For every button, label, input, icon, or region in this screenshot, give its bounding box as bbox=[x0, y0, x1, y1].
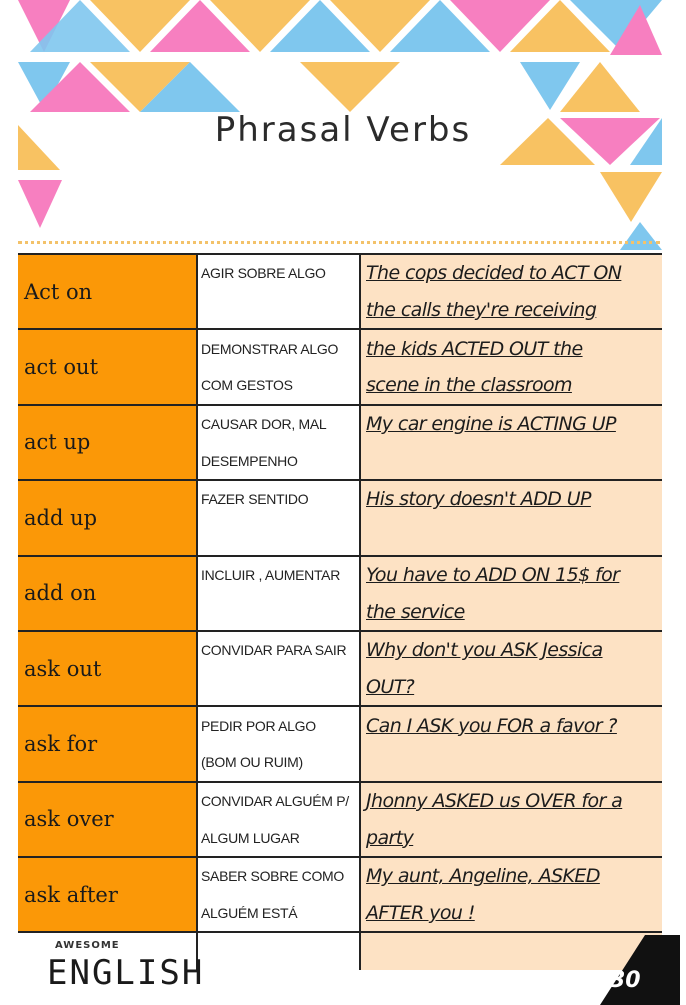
dotted-divider bbox=[18, 241, 660, 244]
translation-cell bbox=[197, 329, 360, 367]
translation-line-1: AGIR SOBRE ALGO bbox=[201, 265, 326, 282]
translation-cell bbox=[197, 254, 360, 292]
decor-triangle bbox=[600, 172, 662, 222]
translation-line-2: ALGUM LUGAR bbox=[201, 829, 300, 846]
table-row bbox=[18, 556, 662, 594]
example-line-1: Why don't you ASK Jessica bbox=[366, 639, 603, 662]
translation-line-1: PEDIR POR ALGO bbox=[201, 717, 316, 734]
translation-line-1: DEMONSTRAR ALGO bbox=[201, 340, 339, 357]
brand-label-top: AWESOME bbox=[55, 940, 120, 951]
translation-line-2: COM GESTOS bbox=[201, 377, 293, 394]
translation-cell bbox=[197, 480, 360, 518]
example-cell bbox=[360, 669, 662, 707]
example-cell bbox=[360, 706, 662, 744]
example-cell bbox=[360, 744, 662, 782]
example-line-1: Can I ASK you FOR a favor ? bbox=[366, 714, 617, 737]
translation-cell bbox=[197, 556, 360, 594]
table-row bbox=[18, 782, 662, 820]
example-line-1: My aunt, Angeline, ASKED bbox=[366, 865, 600, 888]
verb-cell bbox=[18, 556, 197, 631]
translation-cell bbox=[197, 857, 360, 895]
verb-text: add on bbox=[24, 581, 97, 606]
verb-cell bbox=[18, 782, 197, 857]
example-line-2: the service bbox=[366, 600, 465, 623]
verb-text: ask over bbox=[24, 807, 114, 832]
translation-cell bbox=[197, 782, 360, 820]
example-line-1: the kids ACTED OUT the bbox=[366, 337, 583, 360]
page-number: 30 bbox=[610, 968, 641, 993]
translation-cell bbox=[197, 442, 360, 480]
example-line-1: His story doesn't ADD UP bbox=[366, 488, 591, 511]
example-line-1: You have to ADD ON 15$ for bbox=[366, 563, 620, 586]
example-cell bbox=[360, 593, 662, 631]
translation-cell bbox=[197, 895, 360, 933]
translation-cell bbox=[197, 405, 360, 443]
example-cell bbox=[360, 782, 662, 820]
translation-line-1: INCLUIR , AUMENTAR bbox=[201, 566, 341, 583]
example-cell bbox=[360, 442, 662, 480]
verb-text: ask out bbox=[24, 656, 102, 681]
example-cell bbox=[360, 518, 662, 556]
example-line-1: The cops decided to ACT ON bbox=[366, 262, 622, 285]
example-cell bbox=[360, 254, 662, 292]
verb-text: ask for bbox=[24, 731, 98, 756]
verb-text: act out bbox=[24, 355, 99, 380]
translation-line-1: CONVIDAR PARA SAIR bbox=[201, 642, 347, 659]
table-row bbox=[18, 329, 662, 367]
verb-cell bbox=[18, 631, 197, 706]
translation-cell bbox=[197, 669, 360, 707]
table-row bbox=[18, 857, 662, 895]
table-row bbox=[18, 706, 662, 744]
translation-cell bbox=[197, 593, 360, 631]
example-cell bbox=[360, 329, 662, 367]
translation-cell bbox=[197, 631, 360, 669]
decor-triangle bbox=[300, 62, 400, 112]
translation-line-1: CONVIDAR ALGUÉM P/ bbox=[201, 792, 349, 809]
translation-cell bbox=[197, 367, 360, 405]
verb-text: Act on bbox=[24, 279, 93, 304]
example-cell bbox=[360, 292, 662, 330]
translation-cell bbox=[197, 819, 360, 857]
translation-cell bbox=[197, 744, 360, 782]
verb-cell bbox=[18, 857, 197, 932]
translation-line-2: DESEMPENHO bbox=[201, 452, 298, 469]
example-line-2: the calls they're receiving bbox=[366, 299, 597, 322]
example-cell bbox=[360, 367, 662, 405]
translation-line-1: FAZER SENTIDO bbox=[201, 491, 309, 508]
decor-triangle bbox=[18, 180, 62, 228]
table-row bbox=[18, 405, 662, 443]
translation-line-2: (BOM OU RUIM) bbox=[201, 754, 303, 771]
verb-cell bbox=[18, 706, 197, 781]
verb-text: add up bbox=[24, 505, 98, 530]
example-cell bbox=[360, 819, 662, 857]
translation-cell bbox=[197, 518, 360, 556]
translation-line-1: CAUSAR DOR, MAL bbox=[201, 416, 327, 433]
decor-triangle bbox=[620, 222, 662, 250]
verb-cell bbox=[18, 405, 197, 480]
table-row bbox=[18, 254, 662, 292]
example-cell bbox=[360, 631, 662, 669]
translation-cell bbox=[197, 706, 360, 744]
table-row bbox=[18, 480, 662, 518]
translation-line-2: ALGUÉM ESTÁ bbox=[201, 905, 298, 922]
example-line-2: party bbox=[366, 826, 414, 849]
example-line-2: scene in the classroom bbox=[366, 374, 572, 397]
verb-text: act up bbox=[24, 430, 91, 455]
translation-cell bbox=[197, 292, 360, 330]
verb-cell bbox=[18, 480, 197, 555]
brand-logo-text: ENGLISH bbox=[47, 953, 205, 993]
translation-cell bbox=[197, 932, 360, 970]
verb-cell bbox=[18, 329, 197, 404]
example-line-2: AFTER you ! bbox=[366, 902, 475, 925]
example-cell bbox=[360, 556, 662, 594]
example-cell bbox=[360, 480, 662, 518]
verb-text: ask after bbox=[24, 882, 118, 907]
table-row bbox=[18, 631, 662, 669]
phrasal-verbs-table bbox=[18, 253, 662, 970]
example-line-1: My car engine is ACTING UP bbox=[366, 413, 616, 436]
page-title: Phrasal Verbs bbox=[214, 110, 472, 150]
translation-line-1: SABER SOBRE COMO bbox=[201, 868, 345, 885]
example-line-1: Jhonny ASKED us OVER for a bbox=[366, 789, 623, 812]
example-cell bbox=[360, 895, 662, 933]
verb-cell bbox=[18, 254, 197, 329]
example-line-2: OUT? bbox=[366, 675, 415, 698]
example-cell bbox=[360, 405, 662, 443]
example-cell bbox=[360, 857, 662, 895]
